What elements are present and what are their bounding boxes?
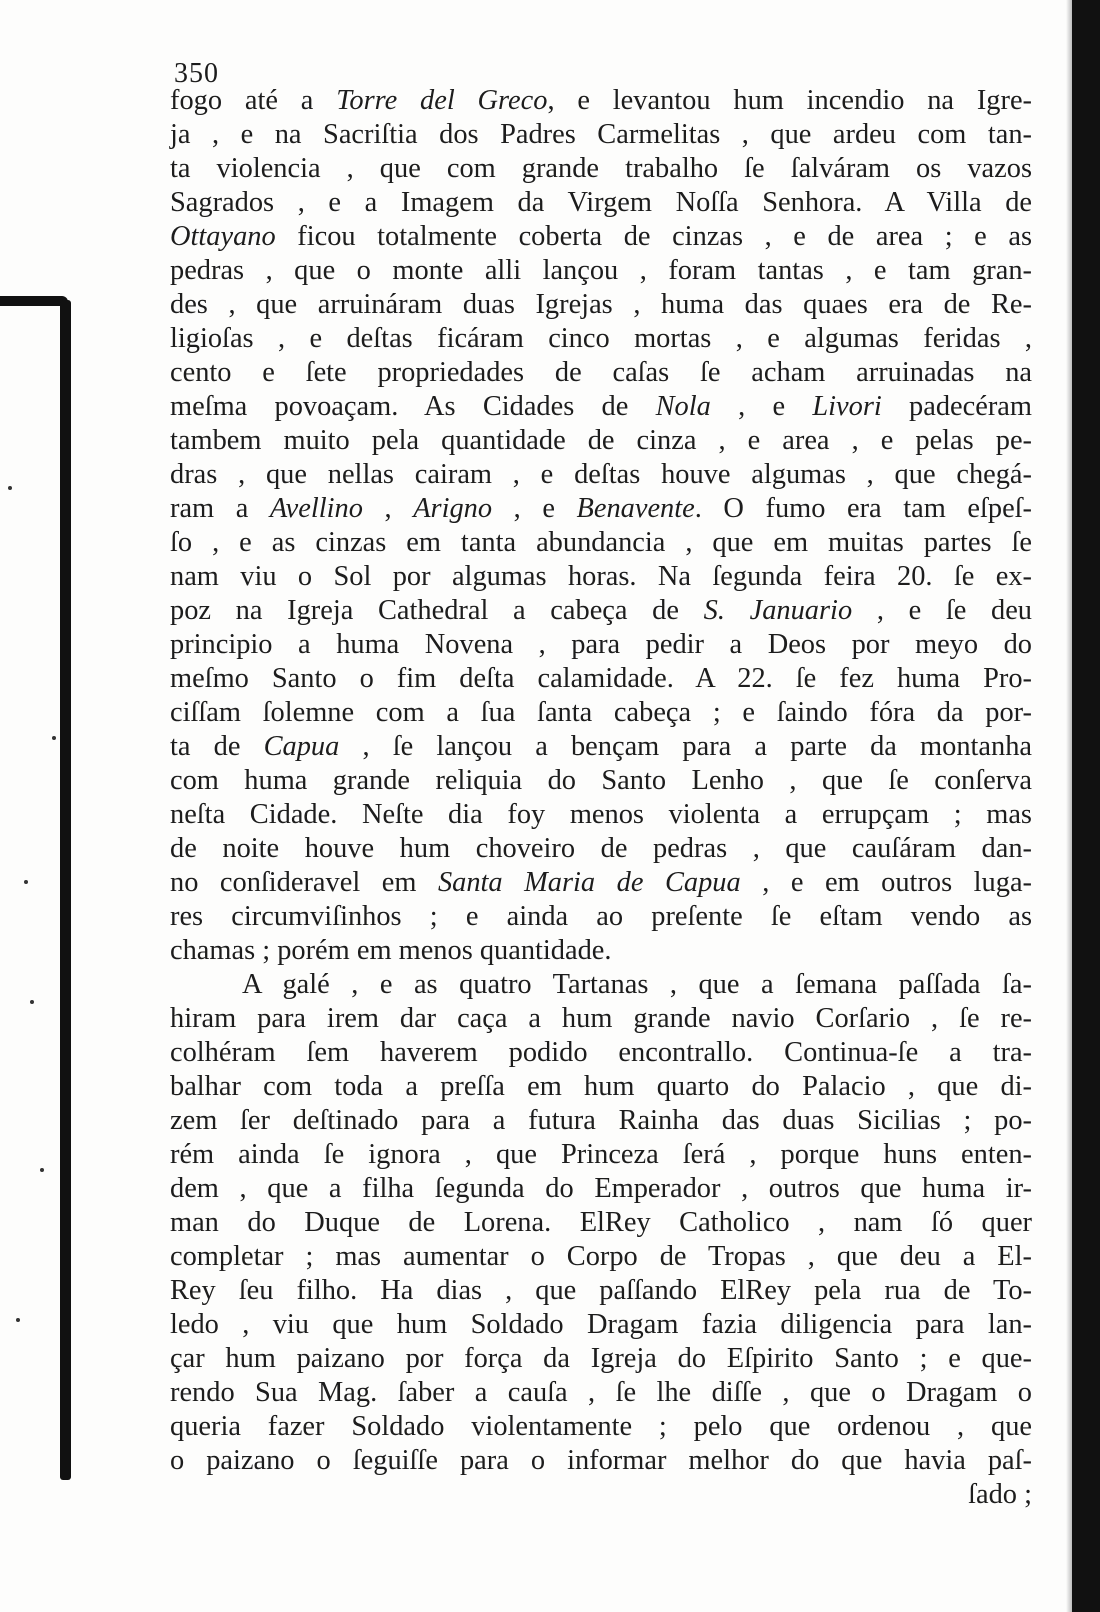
- text-line: com huma grande reliquia do Santo Lenho , que ſe conſerva: [170, 765, 1032, 796]
- text-line: Rey ſeu filho. Ha dias , que paſſando ElRey pela rua de To-: [170, 1275, 1032, 1306]
- text-line: çar hum paizano por força da Igreja do Eſpirito Santo ; e que-: [170, 1343, 1032, 1374]
- text-line: chamas ; porém em menos quantidade.: [170, 935, 612, 966]
- text-line: meſma povoaçam. As Cidades de Nola , e Livori padecéram: [170, 391, 1032, 422]
- scan-speck: [40, 1168, 44, 1172]
- text-line: no conſideravel em Santa Maria de Capua , e em outros luga-: [170, 867, 1032, 898]
- italic-name: Arigno: [413, 493, 493, 524]
- text-line: dras , que nellas cairam , e deſtas houve algumas , que chegá-: [170, 459, 1032, 490]
- italic-name: Torre del Greco: [336, 85, 548, 116]
- text-line: meſmo Santo o fim deſta calamidade. A 22. ſe fez huma Pro-: [170, 663, 1032, 694]
- text-line: cento e ſete propriedades de caſas ſe acham arruinadas na: [170, 357, 1032, 388]
- gutter-mark-vertical: [60, 300, 71, 1480]
- text-line: Sagrados , e a Imagem da Virgem Noſſa Senhora. A Villa de: [170, 187, 1032, 218]
- text-line: hiram para irem dar caça a hum grande navio Corſario , ſe re-: [170, 1003, 1032, 1034]
- scan-speck: [24, 880, 28, 884]
- text-line: rendo Sua Mag. ſaber a cauſa , ſe lhe diſſe , que o Dragam o: [170, 1377, 1032, 1408]
- text-line: fogo até a Torre del Greco, e levantou hum incendio na Igre-: [170, 85, 1033, 116]
- text-line: zem ſer deſtinado para a futura Rainha das duas Sicilias ; po-: [170, 1105, 1032, 1136]
- italic-name: Capua: [263, 731, 340, 762]
- binding-edge: [1072, 0, 1100, 1612]
- text-line: res circumviſinhos ; e ainda ao preſente ſe eſtam vendo as: [170, 901, 1032, 932]
- text-line: nam viu o Sol por algumas horas. Na ſegunda feira 20. ſe ex-: [170, 561, 1032, 592]
- text-line: pedras , que o monte alli lançou , foram tantas , e tam gran-: [170, 255, 1032, 286]
- page-number: 350: [174, 58, 219, 89]
- italic-name: Ottayano: [170, 221, 276, 252]
- text-line: A galé , e as quatro Tartanas , que a ſemana paſſada ſa-: [242, 969, 1032, 1000]
- text-line: ſado ;: [968, 1479, 1032, 1510]
- italic-name: S. Januario: [703, 595, 853, 626]
- text-line: de noite houve hum choveiro de pedras , que cauſáram dan-: [170, 833, 1032, 864]
- scan-speck: [8, 486, 12, 490]
- text-line: Ottayano ficou totalmente coberta de cinzas , e de area ; e as: [170, 221, 1032, 252]
- italic-name: Livori: [812, 391, 882, 422]
- italic-name: Benavente: [576, 493, 695, 524]
- body-text: [170, 84, 1032, 1512]
- italic-name: Nola: [655, 391, 711, 422]
- text-line: dem , que a filha ſegunda do Emperador , outros que huma ir-: [170, 1173, 1032, 1204]
- text-line: des , que arruináram duas Igrejas , huma das quaes era de Re-: [170, 289, 1032, 320]
- text-line: ram a Avellino , Arigno , e Benavente. O fumo era tam eſpeſ-: [170, 493, 1033, 524]
- italic-name: Avellino: [269, 493, 363, 524]
- text-line: poz na Igreja Cathedral a cabeça de S. Januario , e ſe deu: [170, 595, 1033, 626]
- text-line: completar ; mas aumentar o Corpo de Tropas , que deu a El-: [170, 1241, 1032, 1272]
- italic-name: Santa Maria de Capua: [437, 867, 741, 898]
- text-line: ſo , e as cinzas em tanta abundancia , que em muitas partes ſe: [170, 527, 1032, 558]
- text-line: o paizano o ſeguiſſe para o informar melhor do que havia paſ-: [170, 1445, 1032, 1476]
- text-line: rém ainda ſe ignora , que Princeza ſerá , porque huns enten-: [170, 1139, 1032, 1170]
- text-line: colhéram ſem haverem podido encontrallo. Continua-ſe a tra-: [170, 1037, 1032, 1068]
- scan-speck: [16, 1318, 20, 1322]
- text-line: ta de Capua , ſe lançou a bençam para a parte da montanha: [170, 731, 1033, 762]
- text-line: ledo , viu que hum Soldado Dragam fazia diligencia para lan-: [170, 1309, 1032, 1340]
- text-line: man do Duque de Lorena. ElRey Catholico , nam ſó quer: [170, 1207, 1032, 1238]
- gutter-mark-top: [0, 296, 68, 306]
- scan-speck: [30, 1000, 34, 1004]
- text-line: ciſſam ſolemne com a ſua ſanta cabeça ; e ſaindo fóra da por-: [170, 697, 1032, 728]
- text-line: queria fazer Soldado violentamente ; pelo que ordenou , que: [170, 1411, 1032, 1442]
- text-line: ligioſas , e deſtas ficáram cinco mortas , e algumas feridas ,: [170, 323, 1032, 354]
- text-line: principio a huma Novena , para pedir a Deos por meyo do: [170, 629, 1032, 660]
- text-line: ja , e na Sacriſtia dos Padres Carmelitas , que ardeu com tan-: [170, 119, 1032, 150]
- text-line: tambem muito pela quantidade de cinza , e area , e pelas pe-: [170, 425, 1032, 456]
- text-line: balhar com toda a preſſa em hum quarto do Palacio , que di-: [170, 1071, 1032, 1102]
- text-line: ta violencia , que com grande trabalho ſe ſalváram os vazos: [170, 153, 1032, 184]
- scan-speck: [52, 736, 56, 740]
- text-line: neſta Cidade. Neſte dia foy menos violenta a errupçam ; mas: [170, 799, 1032, 830]
